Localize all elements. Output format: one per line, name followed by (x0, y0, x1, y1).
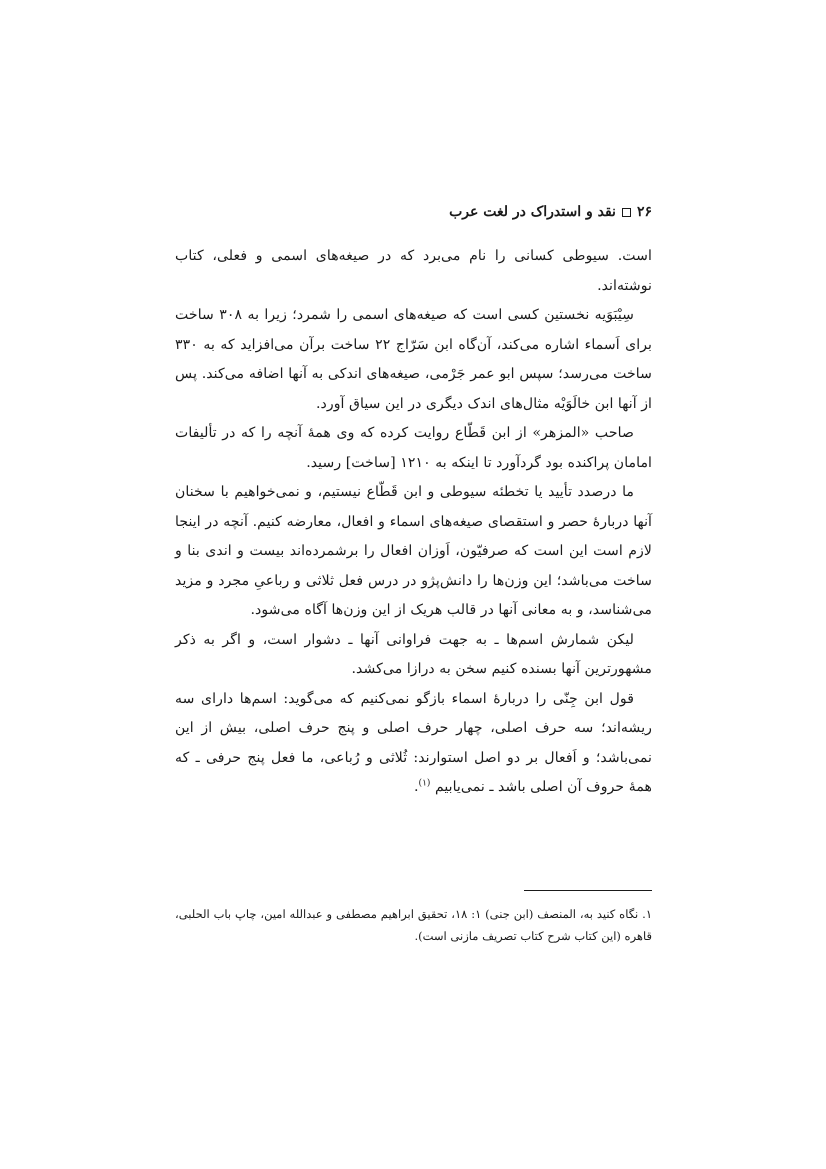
footnote-area (175, 903, 652, 947)
main-text (175, 242, 652, 803)
footnote-divider (524, 890, 652, 891)
square-bullet-icon (622, 208, 631, 217)
footnote-reference: (۱) (418, 778, 431, 789)
page-number: ۲۶ (636, 204, 652, 220)
paragraph-end-mark: . (414, 779, 419, 795)
paragraph-text: قول ابن جِنّی را دربارهٔ اسماء بازگو نمی‌کنیم که می‌گوید: اسم‌ها دارای سه ریشه‌اند؛ سه حرف اصلی، چهار حرف اصلی و پنج حرف اصلی، بیش از این نمی‌باشد؛ و اَفعال بر دو اصل استوارند: ثُلاثی و رُباعی، ما فعل پنج حرفی ـ که همهٔ حروف آن اصلی باشد ـ نمی‌یابیم (175, 690, 652, 795)
paragraph: است. سیوطی کسانی را نام می‌برد که در صیغه‌های اسمی و فعلی، کتاب نوشته‌اند. (175, 248, 652, 294)
paragraph: سِیْبَوَیه نخستین کسی است که صیغه‌های اسمی را شمرد؛ زیرا به ۳۰۸ ساخت برای اَسماء اشاره می‌کند، آن‌گاه ابن سَرّاج ۲۲ ساخت برآن می‌افزاید که به ۳۳۰ ساخت می‌رسد؛ سپس ابو عمر جَرْمی، صیغه‌های اندکی به آنها اضافه می‌کند. پس از آنها ابن خالَوَیْه مثال‌های اندک دیگری در این سیاق آورد. (175, 307, 653, 412)
running-title: نقد و استدراک در لغت عرب (449, 204, 616, 220)
running-header (175, 200, 652, 224)
paragraph-with-footnote (175, 685, 652, 803)
paragraph: لیکن شمارش اسم‌ها ـ به جهت فراوانی آنها ـ دشوار است، و اگر به ذکر مشهورترین آنها بسنده کنیم سخن به درازا می‌کشد. (175, 631, 652, 677)
footnote-text: ۱. نگاه کنید به، المنصف (ابن جنی) ۱: ۱۸، تحقیق ابراهیم مصطفی و عبدالله امین، چاپ باب الحلبی، قاهره (این کتاب شرح کتاب تصریف مازنی است). (175, 907, 653, 943)
book-page (175, 0, 652, 1169)
paragraph: صاحب «المزهر» از ابن قَطّاع روایت کرده که وی همهٔ آنچه را که در تألیفات امامان پراکنده بود گردآورد تا اینکه به ۱۲۱۰ [ساخت] رسید. (175, 425, 652, 471)
paragraph: ما درصدد تأیید یا تخطئه سیوطی و ابن قَطّاع نیستیم، و نمی‌خواهیم با سخنان آنها دربارهٔ حصر و استقصای صیغه‌های اسماء و افعال، معارضه کنیم. آنچه در اینجا لازم است این است که صرفیّون، اَوزان افعال را برشمرده‌اند بیست و اندی بنا و ساخت می‌باشد؛ این وزن‌ها را دانش‌پژو در درس فعل ثلاثی و رباعیِ مجرد و مزید می‌شناسد، و به معانی آنها در قالب هریک از این وزن‌ها آگاه می‌شود. (175, 484, 652, 618)
